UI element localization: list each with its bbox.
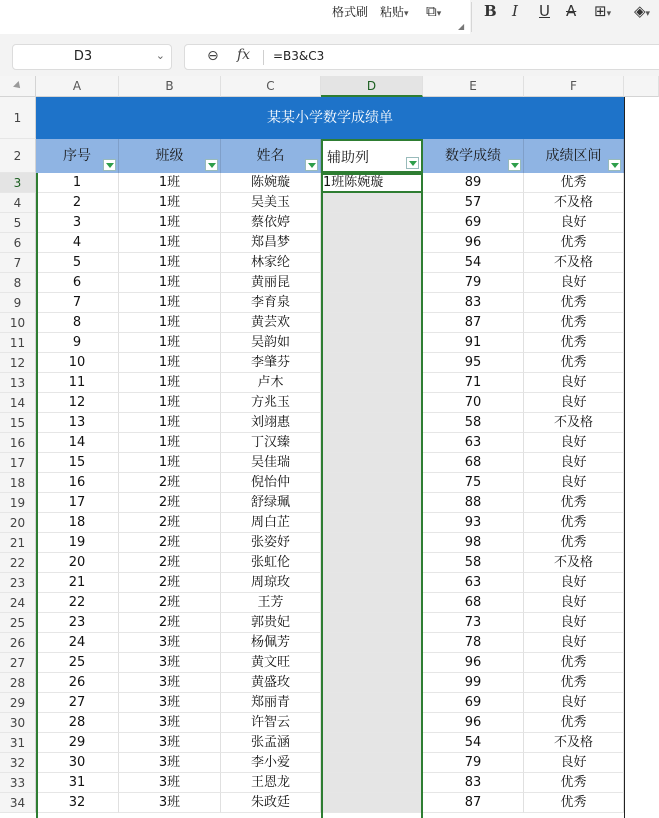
class-cell[interactable]: 3班 (119, 733, 221, 753)
row-header-12[interactable]: 12 (0, 353, 36, 373)
grade-range-cell[interactable]: 优秀 (524, 513, 624, 533)
row-header-30[interactable]: 30 (0, 713, 36, 733)
filter-dropdown-icon[interactable] (406, 157, 419, 169)
score-cell[interactable]: 58 (423, 553, 524, 573)
name-cell[interactable]: 郑丽青 (221, 693, 321, 713)
filter-dropdown-icon[interactable] (608, 159, 621, 171)
index-cell[interactable]: 31 (36, 773, 119, 793)
helper-cell[interactable] (321, 493, 423, 513)
grade-range-cell[interactable]: 良好 (524, 273, 624, 293)
class-cell[interactable]: 3班 (119, 713, 221, 733)
row-header-26[interactable]: 26 (0, 633, 36, 653)
name-cell[interactable]: 李小爱 (221, 753, 321, 773)
row-header-4[interactable]: 4 (0, 193, 36, 213)
helper-cell[interactable] (321, 733, 423, 753)
class-cell[interactable]: 2班 (119, 573, 221, 593)
name-cell[interactable]: 郭贵妃 (221, 613, 321, 633)
score-cell[interactable]: 69 (423, 693, 524, 713)
name-cell[interactable]: 王芳 (221, 593, 321, 613)
name-cell[interactable]: 黄文旺 (221, 653, 321, 673)
formula-text[interactable]: =B3&C3 (273, 49, 325, 63)
column-header-d[interactable]: D (321, 76, 423, 97)
helper-cell[interactable]: 1班陈婉璇 (321, 173, 423, 193)
index-cell[interactable]: 20 (36, 553, 119, 573)
helper-cell[interactable] (321, 273, 423, 293)
formula-separator (263, 50, 264, 65)
row-header-24[interactable]: 24 (0, 593, 36, 613)
row-header-32[interactable]: 32 (0, 753, 36, 773)
score-cell[interactable]: 95 (423, 353, 524, 373)
header-label: 成绩区间 (545, 148, 602, 164)
grade-range-cell[interactable]: 不及格 (524, 253, 624, 273)
dialog-launcher-icon[interactable]: ◢ (458, 22, 465, 31)
name-box[interactable] (12, 44, 172, 70)
index-cell[interactable]: 3 (36, 213, 119, 233)
class-cell[interactable]: 1班 (119, 333, 221, 353)
row-header-9[interactable]: 9 (0, 293, 36, 313)
helper-cell[interactable] (321, 533, 423, 553)
score-cell[interactable]: 96 (423, 233, 524, 253)
index-cell[interactable]: 7 (36, 293, 119, 313)
name-cell[interactable]: 杨佩芳 (221, 633, 321, 653)
name-cell[interactable]: 陈婉璇 (221, 173, 321, 193)
class-cell[interactable]: 1班 (119, 353, 221, 373)
score-cell[interactable]: 99 (423, 673, 524, 693)
filter-dropdown-icon[interactable] (305, 159, 318, 171)
border-icon[interactable]: ⊞▾ (594, 2, 612, 20)
table-border-right (624, 97, 625, 818)
grade-range-cell[interactable]: 不及格 (524, 733, 624, 753)
row-header-14[interactable]: 14 (0, 393, 36, 413)
ribbon-separator (471, 2, 472, 32)
italic-icon[interactable]: I (512, 2, 518, 20)
class-cell[interactable]: 1班 (119, 373, 221, 393)
class-cell[interactable]: 2班 (119, 613, 221, 633)
paste-label: 粘贴 (380, 5, 405, 19)
score-cell[interactable]: 54 (423, 733, 524, 753)
class-cell[interactable]: 3班 (119, 773, 221, 793)
ribbon (0, 0, 659, 34)
helper-cell[interactable] (321, 773, 423, 793)
fill-caret: ▾ (645, 9, 651, 19)
fill-color-icon[interactable]: ◈▾ (634, 2, 651, 20)
grade-range-cell[interactable]: 良好 (524, 393, 624, 413)
helper-cell[interactable] (321, 553, 423, 573)
index-cell[interactable]: 19 (36, 533, 119, 553)
grade-range-cell[interactable]: 优秀 (524, 793, 624, 813)
class-cell[interactable]: 2班 (119, 533, 221, 553)
score-cell[interactable]: 58 (423, 413, 524, 433)
grade-range-cell[interactable]: 良好 (524, 213, 624, 233)
score-cell[interactable]: 89 (423, 173, 524, 193)
index-cell[interactable]: 9 (36, 333, 119, 353)
class-cell[interactable]: 3班 (119, 653, 221, 673)
index-cell[interactable]: 15 (36, 453, 119, 473)
grade-range-cell[interactable]: 优秀 (524, 353, 624, 373)
class-cell[interactable]: 1班 (119, 173, 221, 193)
name-cell[interactable]: 黄丽昆 (221, 273, 321, 293)
class-cell[interactable]: 2班 (119, 473, 221, 493)
class-cell[interactable]: 1班 (119, 393, 221, 413)
name-cell[interactable]: 刘翊惠 (221, 413, 321, 433)
index-cell[interactable]: 16 (36, 473, 119, 493)
index-cell[interactable]: 26 (36, 673, 119, 693)
name-cell[interactable]: 周白芷 (221, 513, 321, 533)
grade-range-cell[interactable]: 良好 (524, 573, 624, 593)
helper-cell[interactable] (321, 253, 423, 273)
helper-cell[interactable] (321, 513, 423, 533)
index-cell[interactable]: 6 (36, 273, 119, 293)
score-cell[interactable]: 70 (423, 393, 524, 413)
row-header-2[interactable]: 2 (0, 139, 36, 173)
score-cell[interactable]: 96 (423, 653, 524, 673)
score-cell[interactable]: 75 (423, 473, 524, 493)
grade-range-cell[interactable]: 优秀 (524, 673, 624, 693)
header-label: 班级 (155, 148, 184, 164)
column-header-g[interactable] (624, 76, 659, 97)
grade-range-header[interactable] (524, 139, 624, 173)
name-cell[interactable]: 王恩龙 (221, 773, 321, 793)
helper-cell[interactable] (321, 193, 423, 213)
row-header-6[interactable]: 6 (0, 233, 36, 253)
class-cell[interactable]: 1班 (119, 273, 221, 293)
name-cell[interactable]: 李育泉 (221, 293, 321, 313)
row-header-5[interactable]: 5 (0, 213, 36, 233)
formula-input[interactable] (184, 44, 659, 70)
helper-cell[interactable] (321, 753, 423, 773)
helper-cell[interactable] (321, 653, 423, 673)
score-header[interactable] (423, 139, 524, 173)
helper-cell[interactable] (321, 413, 423, 433)
score-cell[interactable]: 57 (423, 193, 524, 213)
class-cell[interactable]: 1班 (119, 293, 221, 313)
name-cell[interactable]: 丁汉臻 (221, 433, 321, 453)
class-cell[interactable]: 1班 (119, 253, 221, 273)
grade-range-cell[interactable]: 良好 (524, 473, 624, 493)
class-cell[interactable]: 1班 (119, 313, 221, 333)
table-border-left (36, 173, 38, 818)
score-cell[interactable]: 83 (423, 293, 524, 313)
name-cell[interactable]: 吴美玉 (221, 193, 321, 213)
row-header-18[interactable]: 18 (0, 473, 36, 493)
row-header-27[interactable]: 27 (0, 653, 36, 673)
underline-icon[interactable]: U (539, 2, 550, 20)
cell-reference: D3 (73, 49, 93, 64)
header-label: 数学成绩 (445, 148, 501, 164)
class-cell[interactable]: 2班 (119, 553, 221, 573)
filter-dropdown-icon[interactable] (508, 159, 521, 171)
score-cell[interactable]: 91 (423, 333, 524, 353)
helper-cell[interactable] (321, 233, 423, 253)
paste-button[interactable] (380, 3, 409, 20)
header-label: 姓名 (256, 148, 285, 164)
name-cell[interactable]: 方兆玉 (221, 393, 321, 413)
class-cell[interactable]: 2班 (119, 493, 221, 513)
helper-cell[interactable] (321, 433, 423, 453)
helper-cell[interactable] (321, 213, 423, 233)
name-cell[interactable]: 周琼玫 (221, 573, 321, 593)
index-cell[interactable]: 30 (36, 753, 119, 773)
helper-cell[interactable] (321, 673, 423, 693)
row-header-7[interactable]: 7 (0, 253, 36, 273)
function-icon[interactable]: fx (237, 47, 251, 63)
grade-range-cell[interactable]: 优秀 (524, 333, 624, 353)
row-header-11[interactable]: 11 (0, 333, 36, 353)
select-all-icon (13, 81, 23, 91)
score-cell[interactable]: 88 (423, 493, 524, 513)
index-cell[interactable]: 13 (36, 413, 119, 433)
select-all-corner[interactable] (0, 76, 36, 97)
score-cell[interactable]: 78 (423, 633, 524, 653)
score-cell[interactable]: 54 (423, 253, 524, 273)
name-cell[interactable]: 蔡依婷 (221, 213, 321, 233)
index-cell[interactable]: 25 (36, 653, 119, 673)
grade-range-cell[interactable]: 不及格 (524, 553, 624, 573)
grade-range-cell[interactable]: 优秀 (524, 773, 624, 793)
class-cell[interactable]: 3班 (119, 673, 221, 693)
grade-range-cell[interactable]: 优秀 (524, 233, 624, 253)
row-header-28[interactable]: 28 (0, 673, 36, 693)
grade-range-cell[interactable]: 优秀 (524, 313, 624, 333)
row-header-16[interactable]: 16 (0, 433, 36, 453)
score-cell[interactable]: 68 (423, 453, 524, 473)
strikethrough-icon[interactable]: A (566, 2, 577, 20)
helper-cell[interactable] (321, 393, 423, 413)
score-cell[interactable]: 73 (423, 613, 524, 633)
column-header-e[interactable]: E (423, 76, 524, 97)
grade-range-cell[interactable]: 良好 (524, 453, 624, 473)
spreadsheet-grid[interactable] (0, 76, 659, 818)
name-cell[interactable]: 张姿妤 (221, 533, 321, 553)
name-cell[interactable]: 李肇芬 (221, 353, 321, 373)
index-cell[interactable]: 4 (36, 233, 119, 253)
score-cell[interactable]: 68 (423, 593, 524, 613)
index-header[interactable] (36, 139, 119, 173)
score-cell[interactable]: 87 (423, 793, 524, 813)
helper-cell[interactable] (321, 373, 423, 393)
class-cell[interactable]: 3班 (119, 633, 221, 653)
row-header-17[interactable]: 17 (0, 453, 36, 473)
index-cell[interactable]: 27 (36, 693, 119, 713)
name-cell[interactable]: 吴佳瑞 (221, 453, 321, 473)
grade-range-cell[interactable]: 优秀 (524, 533, 624, 553)
score-cell[interactable]: 79 (423, 273, 524, 293)
row-header-20[interactable]: 20 (0, 513, 36, 533)
grade-range-cell[interactable]: 优秀 (524, 173, 624, 193)
row-header-13[interactable]: 13 (0, 373, 36, 393)
grade-range-cell[interactable]: 不及格 (524, 413, 624, 433)
index-cell[interactable]: 24 (36, 633, 119, 653)
row-header-25[interactable]: 25 (0, 613, 36, 633)
helper-cell[interactable] (321, 593, 423, 613)
row-header-34[interactable]: 34 (0, 793, 36, 813)
index-cell[interactable]: 28 (36, 713, 119, 733)
helper-cell[interactable] (321, 633, 423, 653)
row-header-8[interactable]: 8 (0, 273, 36, 293)
grade-range-cell[interactable]: 优秀 (524, 493, 624, 513)
index-cell[interactable]: 22 (36, 593, 119, 613)
helper-cell[interactable] (321, 333, 423, 353)
row-header-23[interactable]: 23 (0, 573, 36, 593)
filter-dropdown-icon[interactable] (103, 159, 116, 171)
score-cell[interactable]: 87 (423, 313, 524, 333)
index-cell[interactable]: 5 (36, 253, 119, 273)
row-header-19[interactable]: 19 (0, 493, 36, 513)
chevron-down-icon[interactable]: ⌄ (155, 49, 165, 62)
index-cell[interactable]: 18 (36, 513, 119, 533)
grade-range-cell[interactable]: 良好 (524, 693, 624, 713)
copy-caret: ▾ (436, 9, 442, 19)
name-cell[interactable]: 卢木 (221, 373, 321, 393)
grade-range-cell[interactable]: 优秀 (524, 293, 624, 313)
index-cell[interactable]: 23 (36, 613, 119, 633)
border-caret: ▾ (606, 9, 612, 19)
formula-bar (0, 34, 659, 76)
ribbon-clipboard-panel (0, 0, 470, 34)
name-cell[interactable]: 许智云 (221, 713, 321, 733)
index-cell[interactable]: 8 (36, 313, 119, 333)
name-cell[interactable]: 倪怡仲 (221, 473, 321, 493)
name-cell[interactable]: 张孟涵 (221, 733, 321, 753)
class-cell[interactable]: 1班 (119, 453, 221, 473)
index-cell[interactable]: 11 (36, 373, 119, 393)
index-cell[interactable]: 10 (36, 353, 119, 373)
index-cell[interactable]: 29 (36, 733, 119, 753)
copy-icon[interactable]: ⧉▾ (426, 2, 442, 20)
row-header-22[interactable]: 22 (0, 553, 36, 573)
row-header-21[interactable]: 21 (0, 533, 36, 553)
name-cell[interactable]: 黄芸欢 (221, 313, 321, 333)
grade-range-cell[interactable]: 良好 (524, 753, 624, 773)
paste-caret: ▾ (404, 9, 409, 19)
helper-cell[interactable] (321, 313, 423, 333)
name-cell[interactable]: 舒绿珮 (221, 493, 321, 513)
name-cell[interactable]: 张虹伦 (221, 553, 321, 573)
helper-cell[interactable] (321, 353, 423, 373)
helper-cell[interactable] (321, 473, 423, 493)
class-cell[interactable]: 3班 (119, 753, 221, 773)
score-cell[interactable]: 79 (423, 753, 524, 773)
column-header-f[interactable]: F (524, 76, 624, 97)
grade-range-cell[interactable]: 优秀 (524, 713, 624, 733)
index-cell[interactable]: 1 (36, 173, 119, 193)
class-cell[interactable]: 3班 (119, 693, 221, 713)
helper-cell[interactable] (321, 793, 423, 813)
name-cell[interactable]: 黄盛玫 (221, 673, 321, 693)
index-cell[interactable]: 14 (36, 433, 119, 453)
class-cell[interactable]: 1班 (119, 413, 221, 433)
header-label: 序号 (63, 148, 91, 164)
index-cell[interactable]: 17 (36, 493, 119, 513)
grade-range-cell[interactable]: 良好 (524, 433, 624, 453)
grade-range-cell[interactable]: 良好 (524, 373, 624, 393)
score-cell[interactable]: 93 (423, 513, 524, 533)
grade-range-cell[interactable]: 良好 (524, 613, 624, 633)
filter-dropdown-icon[interactable] (205, 159, 218, 171)
class-cell[interactable]: 1班 (119, 433, 221, 453)
bold-icon[interactable]: B (484, 2, 497, 20)
name-cell[interactable]: 吴韵如 (221, 333, 321, 353)
helper-cell[interactable] (321, 453, 423, 473)
row-header-15[interactable]: 15 (0, 413, 36, 433)
row-header-1[interactable]: 1 (0, 97, 36, 139)
zoom-icon[interactable]: ⊖ (207, 48, 219, 64)
index-cell[interactable]: 12 (36, 393, 119, 413)
name-cell[interactable]: 朱政廷 (221, 793, 321, 813)
helper-cell[interactable] (321, 713, 423, 733)
name-cell[interactable]: 郑昌梦 (221, 233, 321, 253)
format-painter-button[interactable]: 格式刷 (332, 5, 369, 19)
name-cell[interactable]: 林家纶 (221, 253, 321, 273)
helper-cell[interactable] (321, 573, 423, 593)
class-cell[interactable]: 3班 (119, 793, 221, 813)
helper-cell[interactable] (321, 613, 423, 633)
index-cell[interactable]: 32 (36, 793, 119, 813)
score-cell[interactable]: 96 (423, 713, 524, 733)
header-label: 辅助列 (327, 150, 369, 166)
row-header-31[interactable]: 31 (0, 733, 36, 753)
row-header-10[interactable]: 10 (0, 313, 36, 333)
helper-cell[interactable] (321, 293, 423, 313)
helper-cell[interactable] (321, 693, 423, 713)
class-cell[interactable]: 2班 (119, 513, 221, 533)
row-header-29[interactable]: 29 (0, 693, 36, 713)
score-cell[interactable]: 63 (423, 433, 524, 453)
class-cell[interactable]: 1班 (119, 233, 221, 253)
grade-range-cell[interactable]: 不及格 (524, 193, 624, 213)
grade-range-cell[interactable]: 优秀 (524, 653, 624, 673)
score-cell[interactable]: 63 (423, 573, 524, 593)
grade-range-cell[interactable]: 良好 (524, 633, 624, 653)
column-header-a[interactable]: A (36, 76, 119, 97)
column-header-b[interactable]: B (119, 76, 221, 97)
class-cell[interactable]: 1班 (119, 213, 221, 233)
class-header[interactable] (119, 139, 221, 173)
score-cell[interactable]: 71 (423, 373, 524, 393)
helper-header[interactable] (321, 139, 423, 173)
column-header-c[interactable]: C (221, 76, 321, 97)
row-header-3[interactable]: 3 (0, 173, 36, 193)
score-cell[interactable]: 69 (423, 213, 524, 233)
index-cell[interactable]: 2 (36, 193, 119, 213)
row-header-33[interactable]: 33 (0, 773, 36, 793)
sheet-title[interactable]: 某某小学数学成绩单 (36, 97, 624, 139)
grade-range-cell[interactable]: 良好 (524, 593, 624, 613)
class-cell[interactable]: 2班 (119, 593, 221, 613)
name-header[interactable] (221, 139, 321, 173)
index-cell[interactable]: 21 (36, 573, 119, 593)
class-cell[interactable]: 1班 (119, 193, 221, 213)
score-cell[interactable]: 83 (423, 773, 524, 793)
score-cell[interactable]: 98 (423, 533, 524, 553)
